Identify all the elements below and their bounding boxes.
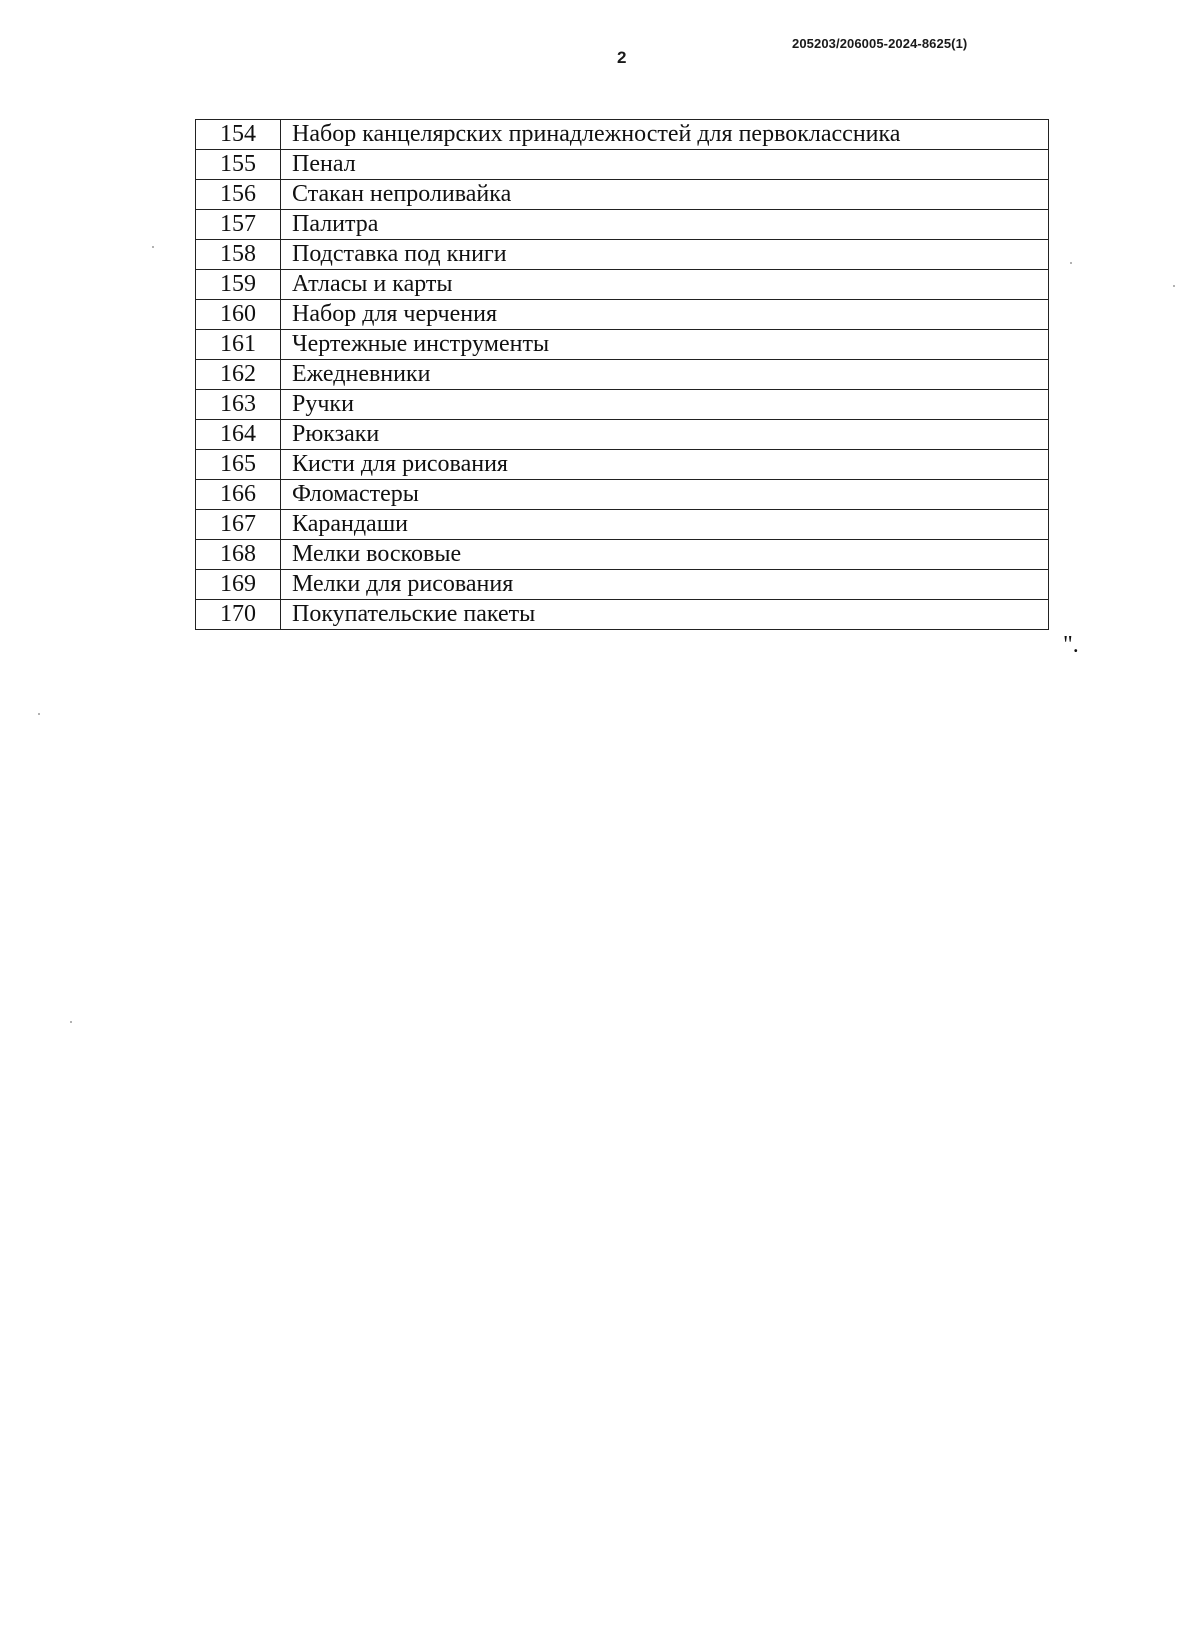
row-number: 167 xyxy=(196,510,281,540)
table-row xyxy=(196,390,1049,420)
row-item-name: Покупательские пакеты xyxy=(281,600,1049,630)
row-number: 163 xyxy=(196,390,281,420)
row-number: 166 xyxy=(196,480,281,510)
table-row xyxy=(196,180,1049,210)
row-item-name: Ручки xyxy=(281,390,1049,420)
table-row xyxy=(196,420,1049,450)
table-row xyxy=(196,150,1049,180)
table-row xyxy=(196,240,1049,270)
row-item-name: Мелки для рисования xyxy=(281,570,1049,600)
row-number: 156 xyxy=(196,180,281,210)
row-item-name: Атласы и карты xyxy=(281,270,1049,300)
table-row xyxy=(196,210,1049,240)
closing-quote-mark: ". xyxy=(1063,632,1079,658)
scan-speck xyxy=(152,246,154,248)
row-number: 162 xyxy=(196,360,281,390)
scan-speck xyxy=(38,713,40,715)
document-id: 205203/206005-2024-8625(1) xyxy=(792,36,968,51)
table-row xyxy=(196,510,1049,540)
table-row xyxy=(196,120,1049,150)
scan-speck xyxy=(1173,285,1175,287)
items-table xyxy=(195,119,1049,630)
row-item-name: Мелки восковые xyxy=(281,540,1049,570)
table-row xyxy=(196,270,1049,300)
row-item-name: Палитра xyxy=(281,210,1049,240)
row-item-name: Подставка под книги xyxy=(281,240,1049,270)
row-number: 169 xyxy=(196,570,281,600)
row-number: 158 xyxy=(196,240,281,270)
table-row xyxy=(196,570,1049,600)
items-table-body xyxy=(196,120,1049,630)
row-number: 155 xyxy=(196,150,281,180)
row-item-name: Рюкзаки xyxy=(281,420,1049,450)
scan-speck xyxy=(70,1021,72,1023)
page-number: 2 xyxy=(617,48,627,67)
row-number: 168 xyxy=(196,540,281,570)
row-number: 170 xyxy=(196,600,281,630)
row-number: 165 xyxy=(196,450,281,480)
row-item-name: Набор для черчения xyxy=(281,300,1049,330)
row-number: 160 xyxy=(196,300,281,330)
row-number: 164 xyxy=(196,420,281,450)
row-item-name: Кисти для рисования xyxy=(281,450,1049,480)
row-item-name: Карандаши xyxy=(281,510,1049,540)
row-item-name: Пенал xyxy=(281,150,1049,180)
row-item-name: Набор канцелярских принадлежностей для первоклассника xyxy=(281,120,1049,150)
row-item-name: Чертежные инструменты xyxy=(281,330,1049,360)
row-item-name: Стакан непроливайка xyxy=(281,180,1049,210)
row-number: 157 xyxy=(196,210,281,240)
table-row xyxy=(196,330,1049,360)
row-item-name: Фломастеры xyxy=(281,480,1049,510)
row-number: 154 xyxy=(196,120,281,150)
row-number: 159 xyxy=(196,270,281,300)
row-number: 161 xyxy=(196,330,281,360)
scan-speck xyxy=(1070,262,1072,264)
table-row xyxy=(196,300,1049,330)
table-row xyxy=(196,360,1049,390)
table-row xyxy=(196,600,1049,630)
table-row xyxy=(196,450,1049,480)
table-row xyxy=(196,480,1049,510)
row-item-name: Ежедневники xyxy=(281,360,1049,390)
table-row xyxy=(196,540,1049,570)
